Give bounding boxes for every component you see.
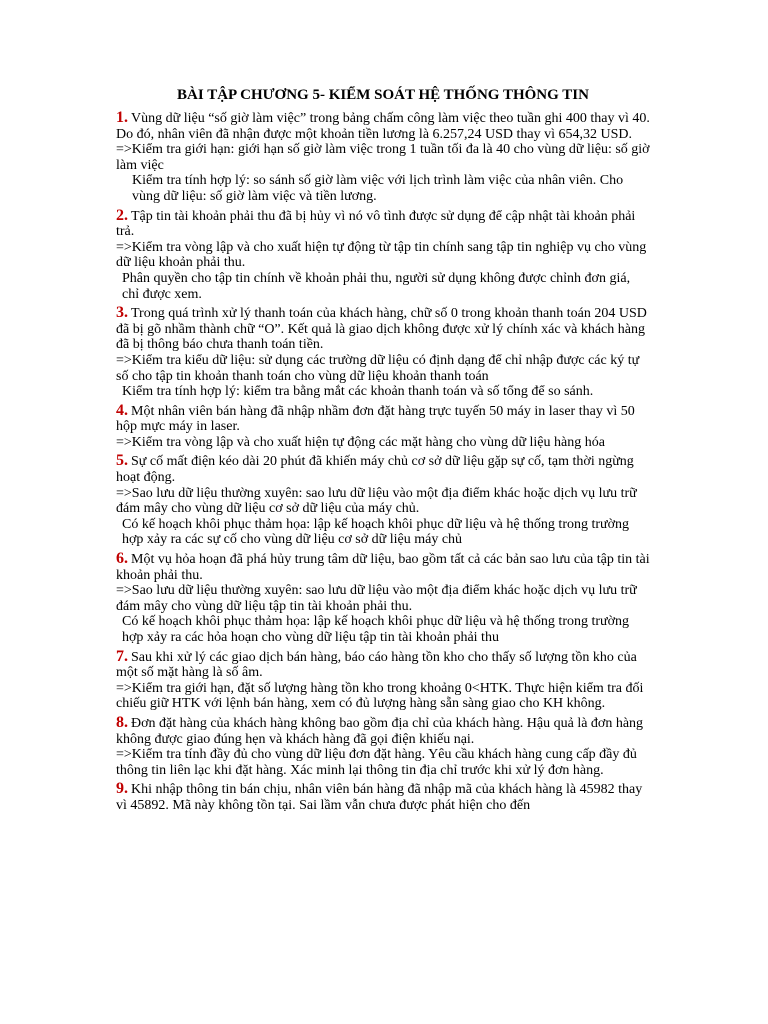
question-number: 2. bbox=[116, 206, 128, 224]
question-text-line bbox=[116, 403, 650, 435]
question-text-line bbox=[116, 715, 650, 747]
question-text-line bbox=[116, 551, 650, 583]
question-number: 1. bbox=[116, 109, 128, 126]
answer-text: Phân quyền cho tập tin chính về khoản phải thu, người sử dụng không được chỉnh đơn giá, chỉ được xem. bbox=[122, 270, 631, 302]
answer-text: =>Kiểm tra tính đầy đủ cho vùng dữ liệu đơn đặt hàng. Yêu cầu khách hàng cung cấp đầy đủ thông tin liên lạc khi đặt hàng. Xác minh lại thông tin địa chỉ trước khi xử lý đơn hàng. bbox=[116, 747, 637, 778]
document-title: BÀI TẬP CHƯƠNG 5- KIỂM SOÁT HỆ THỐNG THÔNG TIN bbox=[177, 87, 589, 103]
question-item bbox=[116, 715, 650, 778]
question-text-line bbox=[116, 110, 650, 142]
question-item bbox=[116, 453, 650, 548]
question-item bbox=[116, 110, 650, 205]
question-item bbox=[116, 781, 650, 813]
question-text-line bbox=[116, 453, 650, 485]
question-item bbox=[116, 305, 650, 400]
answer-text: =>Kiểm tra kiểu dữ liệu: sử dụng các trường dữ liệu có định dạng để chỉ nhập được các ký tự số cho tập tin khoản thanh toán cho vùng dữ liệu khoản thanh toán bbox=[116, 352, 640, 384]
question-text: Vùng dữ liệu “số giờ làm việc” trong bảng chấm công làm việc theo tuần ghi 400 thay vì 40. Do đó, nhân viên đã nhận được một khoản tiền lương là 6.257,24 USD thay vì 654,32 USD. bbox=[116, 111, 650, 142]
answer-text: =>Sao lưu dữ liệu thường xuyên: sao lưu dữ liệu vào một địa điểm khác hoặc dịch vụ lưu trữ đám mây cho vùng dữ liệu tập tin tài khoản phải thu. bbox=[116, 583, 637, 614]
question-number: 7. bbox=[116, 647, 128, 665]
answer-text: Có kế hoạch khôi phục thảm họa: lập kế hoạch khôi phục dữ liệu và hệ thống trong trường hợp xảy ra các hỏa hoạn cho vùng dữ liệu tập tin tài khoản phải thu bbox=[122, 614, 630, 645]
answer-text: =>Sao lưu dữ liệu thường xuyên: sao lưu dữ liệu vào một địa điểm khác hoặc dịch vụ lưu trữ đám mây cho vùng dữ liệu cơ sở dữ liệu của máy chủ. bbox=[116, 485, 637, 517]
answer-text: Kiểm tra tính hợp lý: kiểm tra bằng mắt các khoản thanh toán và số tổng để so sánh. bbox=[122, 384, 594, 400]
question-item bbox=[116, 403, 650, 451]
question-text-line bbox=[116, 208, 650, 240]
question-text: Tập tin tài khoản phải thu đã bị hủy vì nó vô tình được sử dụng để cập nhật tài khoản phải trả. bbox=[116, 208, 636, 240]
question-number: 3. bbox=[116, 304, 128, 322]
question-text: Đơn đặt hàng của khách hàng không bao gồm địa chỉ của khách hàng. Hậu quả là đơn hàng không được giao đúng hẹn và khách hàng đã gọi điện khiếu nại. bbox=[116, 715, 644, 747]
question-list bbox=[116, 110, 650, 814]
answer-text: Có kế hoạch khôi phục thảm họa: lập kế hoạch khôi phục dữ liệu và hệ thống trong trường hợp xảy ra các sự cố cho vùng dữ liệu cơ sở dữ liệu máy chủ bbox=[122, 516, 630, 548]
answer-text: =>Kiểm tra giới hạn: giới hạn số giờ làm việc trong 1 tuần tối đa là 40 cho vùng dữ liệu: số giờ làm việc bbox=[116, 142, 650, 173]
question-text: Trong quá trình xử lý thanh toán của khách hàng, chữ số 0 trong khoản thanh toán 204 USD đã bị gõ nhầm thành chữ “O”. Kết quả là giao dịch không được xử lý chính xác và khách hàng đã bị thông báo chưa thanh toán tiền. bbox=[116, 306, 647, 353]
question-text: Sau khi xử lý các giao dịch bán hàng, báo cáo hàng tồn kho cho thấy số lượng tồn kho của một số mặt hàng là số âm. bbox=[116, 649, 637, 681]
question-text: Khi nhập thông tin bán chịu, nhân viên bán hàng đã nhập mã của khách hàng là 45982 thay vì 45892. Mã này không tồn tại. Sai lầm vẫn chưa được phát hiện cho đến bbox=[116, 782, 643, 813]
question-number: 8. bbox=[116, 713, 128, 731]
question-number: 6. bbox=[116, 550, 128, 568]
question-text: Một nhân viên bán hàng đã nhập nhầm đơn đặt hàng trực tuyến 50 máy in laser thay vì 50 hộp mực máy in laser. bbox=[116, 403, 635, 435]
question-item bbox=[116, 649, 650, 712]
question-text: Một vụ hỏa hoạn đã phá hủy trung tâm dữ liệu, bao gồm tất cả các bản sao lưu của tập tin tài khoản phải thu. bbox=[116, 552, 650, 583]
question-text: Sự cố mất điện kéo dài 20 phút đã khiến máy chủ cơ sở dữ liệu gặp sự cố, tạm thời ngừng hoạt động. bbox=[116, 454, 634, 486]
question-number: 9. bbox=[116, 780, 128, 798]
question-text-line bbox=[116, 649, 650, 681]
question-number: 5. bbox=[116, 452, 128, 470]
question-text-line bbox=[116, 305, 650, 353]
answer-text: =>Kiểm tra vòng lập và cho xuất hiện tự động các mặt hàng cho vùng dữ liệu hàng hóa bbox=[116, 434, 605, 450]
question-number: 4. bbox=[116, 401, 128, 419]
answer-text: =>Kiểm tra giới hạn, đặt số lượng hàng tồn kho trong khoảng 0<HTK. Thực hiện kiểm tra đối chiếu giữ HTK với lệnh bán hàng, xem có đủ lượng hàng sẵn sàng giao cho KH không. bbox=[116, 680, 644, 712]
question-text-line bbox=[116, 781, 650, 813]
answer-text: =>Kiểm tra vòng lập và cho xuất hiện tự động từ tập tin chính sang tập tin nghiệp vụ cho vùng dữ liệu khoản phải thu. bbox=[116, 239, 647, 271]
answer-text: Kiểm tra tính hợp lý: so sánh số giờ làm việc với lịch trình làm việc của nhân viên. Cho vùng dữ liệu: số giờ làm việc và tiền lương. bbox=[132, 173, 624, 204]
question-item bbox=[116, 551, 650, 646]
question-item bbox=[116, 208, 650, 303]
